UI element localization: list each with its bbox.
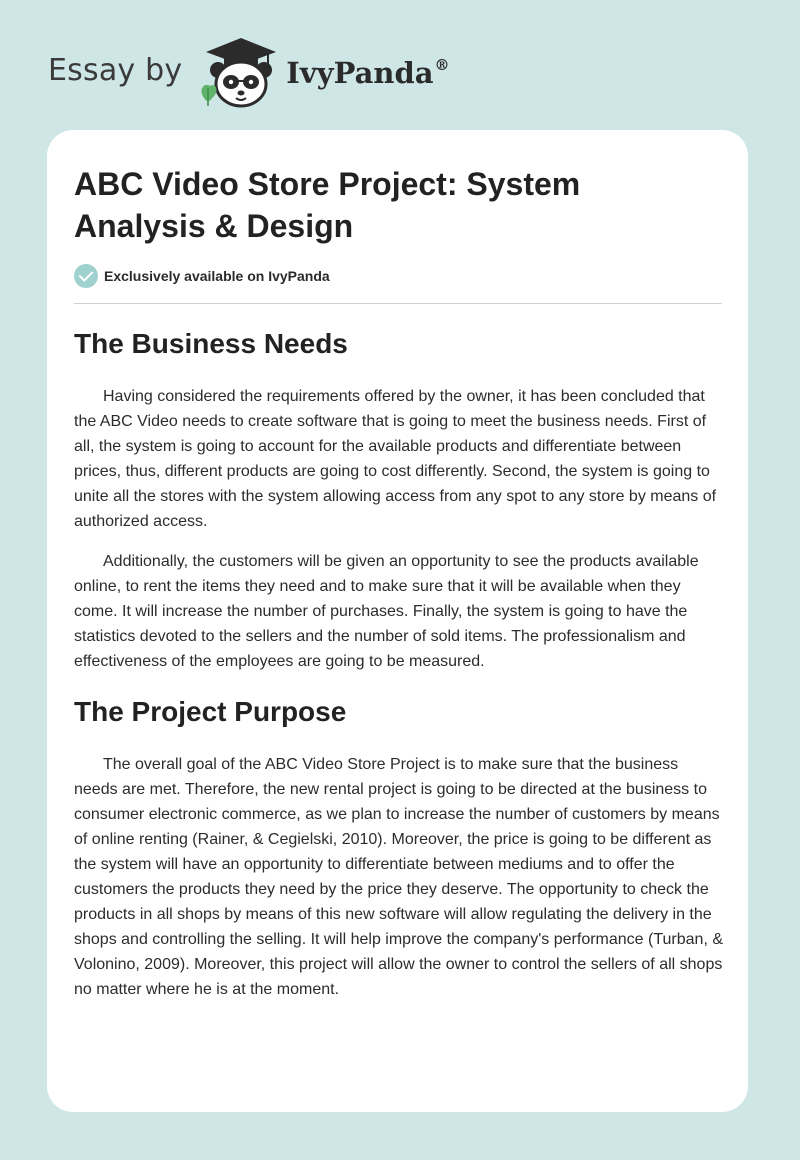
- page-title: ABC Video Store Project: System Analysis & Design: [74, 166, 581, 244]
- panda-graduation-cap-icon[interactable]: [196, 32, 286, 112]
- exclusive-badge-label: Exclusively available on IvyPanda: [104, 268, 330, 284]
- title-divider: [74, 303, 722, 304]
- article-card: [47, 130, 748, 1112]
- article-body: [74, 320, 724, 1017]
- brand-name[interactable]: IvyPanda®: [286, 56, 450, 90]
- exclusive-badge: [74, 264, 330, 288]
- paragraph: Having considered the requirements offered by the owner, it has been concluded that the ABC Video needs to create software that is going to meet the business needs. First of all, the system is going to account for the available products and differentiate between prices, thus, different products are going to cost differently. Second, the system is going to unite all the stores with the system allowing access from any spot to any store by means of authorized access.: [74, 388, 717, 530]
- paragraph: The overall goal of the ABC Video Store Project is to make sure that the business needs are met. Therefore, the new rental project is going to be directed at the business to consumer electronic commerce, as we plan to increase the number of customers by means of online renting (Rainer, & Cegielski, 2010). Moreover, the price is going to be different as the system will have an opportunity to differentiate between mediums and to offer the customers the products they need by the price they deserve. The opportunity to check the products in all shops by means of this new software will allow regulating the delivery in the shops and controlling the selling. It will help improve the company's performance (Turban, & Volonino, 2009). Moreover, this project will allow the owner to control the sellers of all shops no matter where he is at the moment.: [74, 756, 724, 998]
- essay-by-label: Essay by: [48, 52, 183, 88]
- paragraph: Additionally, the customers will be given an opportunity to see the products available online, to rent the items they need and to make sure that it will be available when they come. It will increase the number of purchases. Finally, the system is going to have the statistics devoted to the sellers and the number of sold items. The professionalism and effectiveness of the employees are going to be measured.: [74, 553, 699, 670]
- section-heading: The Business Needs: [74, 328, 348, 359]
- checkmark-circle-icon: [74, 264, 98, 288]
- section-heading: The Project Purpose: [74, 696, 347, 727]
- site-header: [48, 32, 450, 112]
